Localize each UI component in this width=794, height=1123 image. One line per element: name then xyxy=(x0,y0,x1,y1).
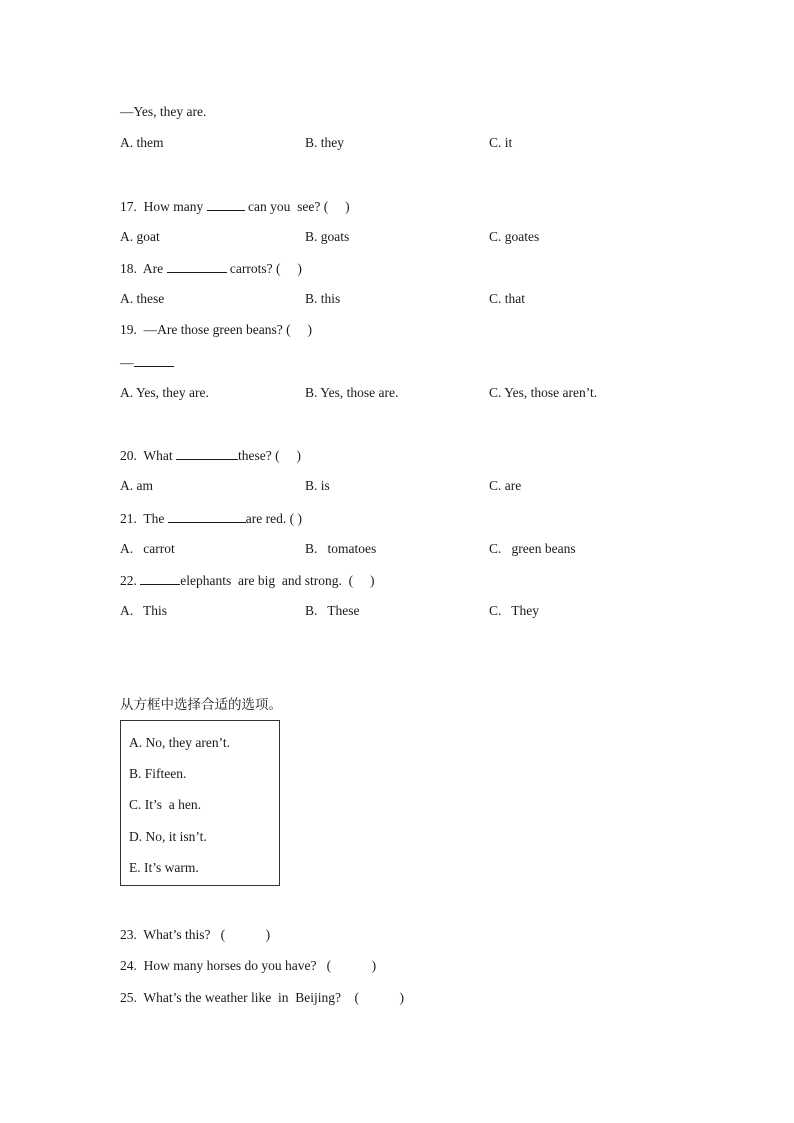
q22-blank xyxy=(140,572,180,585)
q17-option-a: A. goat xyxy=(120,229,160,244)
q17-option-b: B. goats xyxy=(305,229,350,244)
options-box xyxy=(120,720,280,886)
q17-stem xyxy=(120,198,350,215)
q20-number: 20. xyxy=(120,448,137,463)
box-option-b: B. Fifteen. xyxy=(129,766,187,781)
q20-stem xyxy=(120,447,301,464)
box-option-e: E. It’s warm. xyxy=(129,860,199,875)
q16-answer-line: —Yes, they are. xyxy=(120,104,207,119)
q21-option-b: B. tomatoes xyxy=(305,541,377,556)
q21-blank xyxy=(168,510,246,523)
q18-number: 18. xyxy=(120,261,137,276)
q22-option-b: B. These xyxy=(305,603,360,618)
q17-pre: How many xyxy=(143,199,204,214)
q18-pre: Are xyxy=(142,261,164,276)
q22-post: elephants are big and strong. ( ) xyxy=(180,573,375,588)
q18-post: carrots? ( ) xyxy=(229,261,302,276)
q18-blank xyxy=(167,260,227,273)
q19-option-c: C. Yes, those aren’t. xyxy=(489,385,598,400)
q25-stem: 25. What’s the weather like in Beijing? ( ) xyxy=(120,990,404,1005)
q20-option-a: A. am xyxy=(120,478,153,493)
q17-number: 17. xyxy=(120,199,137,214)
q18-stem xyxy=(120,260,302,277)
q19-dash: — xyxy=(120,355,134,370)
q18-option-b: B. this xyxy=(305,291,341,306)
q19-answer-line xyxy=(120,354,174,371)
q24-stem: 24. How many horses do you have? ( ) xyxy=(120,958,377,973)
section-instruction: 从方框中选择合适的选项。 xyxy=(120,697,282,713)
q20-blank xyxy=(176,447,238,460)
q20-option-c: C. are xyxy=(489,478,522,493)
q19-option-a: A. Yes, they are. xyxy=(120,385,209,400)
q21-number: 21. xyxy=(120,511,137,526)
q22-option-c: C. They xyxy=(489,603,539,618)
q17-post: can you see? ( ) xyxy=(248,199,350,214)
q22-option-a: A. This xyxy=(120,603,168,618)
q17-option-c: C. goates xyxy=(489,229,540,244)
q22-number: 22. xyxy=(120,573,137,588)
q20-pre: What xyxy=(143,448,173,463)
q23-stem: 23. What’s this? ( ) xyxy=(120,927,271,942)
q19-stem: 19. —Are those green beans? ( ) xyxy=(120,322,312,337)
q18-option-a: A. these xyxy=(120,291,165,306)
q19-blank xyxy=(134,354,174,367)
q20-post: these? ( ) xyxy=(238,448,301,463)
q21-option-a: A. carrot xyxy=(120,541,175,556)
q20-option-b: B. is xyxy=(305,478,330,493)
q22-stem xyxy=(120,572,374,589)
q21-pre: The xyxy=(143,511,165,526)
q17-blank xyxy=(207,198,245,211)
box-option-d: D. No, it isn’t. xyxy=(129,829,207,844)
q21-post: are red. ( ) xyxy=(245,511,302,526)
box-option-c: C. It’s a hen. xyxy=(129,797,201,812)
box-option-a: A. No, they aren’t. xyxy=(129,735,230,750)
q19-option-b: B. Yes, those are. xyxy=(305,385,399,400)
q21-stem xyxy=(120,510,302,527)
q16-option-b: B. they xyxy=(305,135,344,150)
q16-option-a: A. them xyxy=(120,135,164,150)
q18-option-c: C. that xyxy=(489,291,525,306)
q16-option-c: C. it xyxy=(489,135,513,150)
q21-option-c: C. green beans xyxy=(489,541,576,556)
